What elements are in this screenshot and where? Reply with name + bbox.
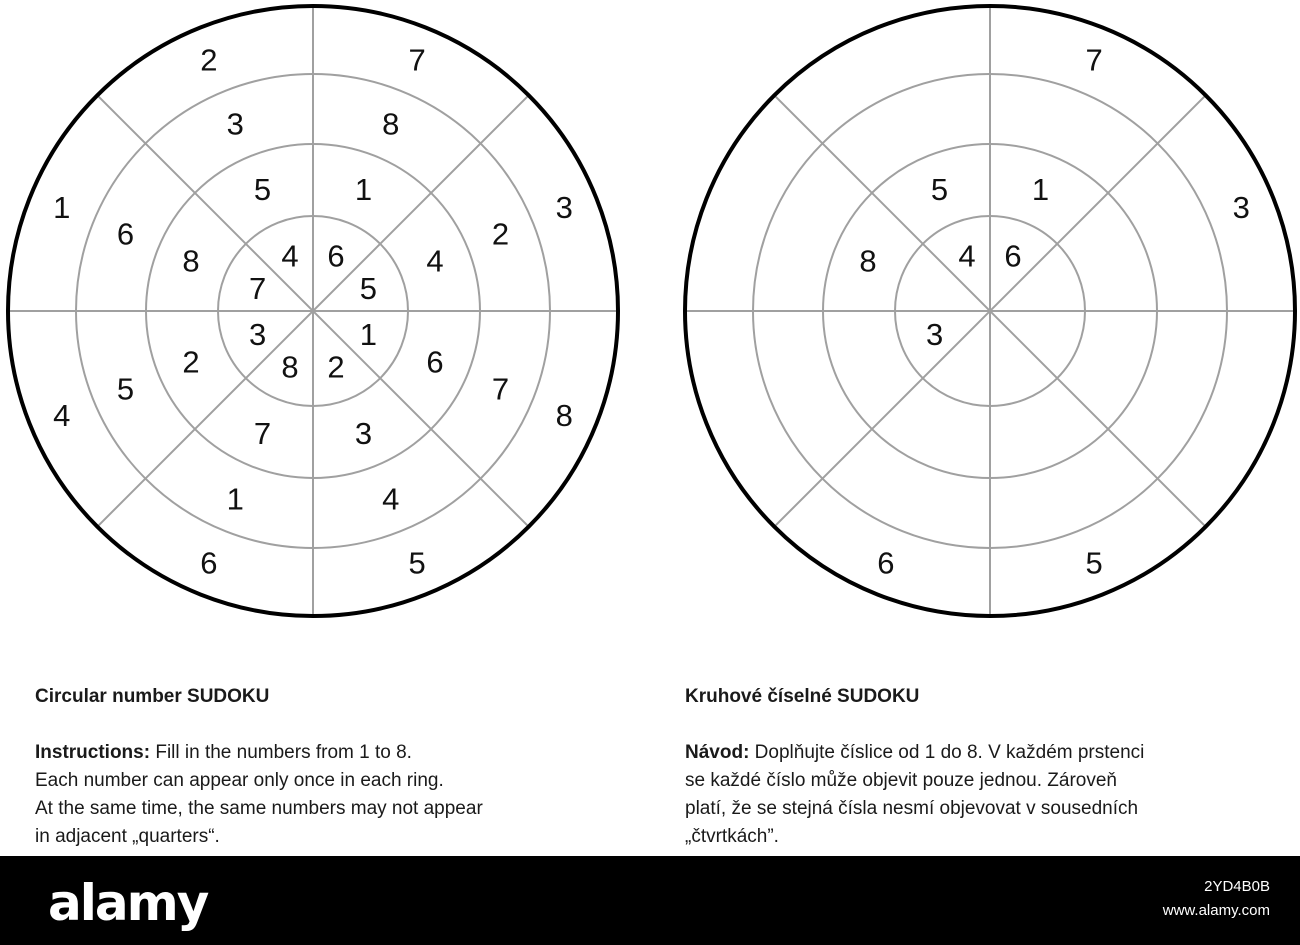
cell-number: 5 <box>1085 545 1103 581</box>
cell-number: 6 <box>1004 238 1022 274</box>
instructions-line: „čtvrtkách”. <box>685 826 779 847</box>
instructions-text: Fill in the numbers from 1 to 8. <box>150 742 412 763</box>
cell-number: 6 <box>327 238 345 274</box>
solved-sudoku-wheel <box>8 6 618 616</box>
caption-title: Kruhové číselné SUDOKU <box>685 686 920 707</box>
cell-number: 7 <box>408 42 426 78</box>
cell-number: 6 <box>200 545 218 581</box>
puzzle-sudoku-wheel <box>685 6 1295 616</box>
site-url: www.alamy.com <box>1162 902 1270 919</box>
cell-number: 2 <box>182 344 200 380</box>
cell-number: 1 <box>1031 172 1050 207</box>
cell-number: 3 <box>555 189 573 225</box>
image-id: 2YD4B0B <box>1204 878 1270 895</box>
cell-number: 2 <box>200 42 218 78</box>
cell-number: 4 <box>958 238 976 274</box>
instructions-line <box>685 739 1285 767</box>
cell-number: 8 <box>382 106 400 142</box>
cell-number: 5 <box>408 545 426 581</box>
instructions-line: se každé číslo může objevit pouze jednou. Zároveň <box>685 770 1117 791</box>
cell-number: 5 <box>930 172 949 207</box>
cell-number: 7 <box>1085 42 1103 78</box>
cell-number: 8 <box>182 243 200 279</box>
cell-number: 2 <box>327 349 345 385</box>
instructions-line: platí, že se stejná čísla nesmí objevovat v sousedních <box>685 798 1139 819</box>
instructions-label: Instructions: <box>35 742 151 763</box>
cell-number: 8 <box>859 243 877 279</box>
cell-number: 6 <box>426 344 444 380</box>
cell-number: 8 <box>281 349 299 385</box>
cell-number: 1 <box>359 317 378 352</box>
cell-number: 1 <box>354 172 373 207</box>
cell-number: 3 <box>226 106 244 142</box>
cell-number: 4 <box>53 398 71 434</box>
cell-number: 4 <box>281 238 299 274</box>
instructions-line: in adjacent „quarters“. <box>35 826 220 847</box>
cell-number: 7 <box>248 271 267 306</box>
instructions-line: Each number can appear only once in each ring. <box>35 770 444 791</box>
alamy-logo: alamy <box>48 874 208 932</box>
cell-number: 5 <box>116 371 135 407</box>
cell-number: 6 <box>877 545 895 581</box>
cell-number: 3 <box>1232 189 1250 225</box>
cell-number: 3 <box>925 317 944 352</box>
instructions-line: At the same time, the same numbers may not appear <box>35 798 483 819</box>
instructions-line <box>35 739 635 767</box>
cell-number: 7 <box>491 371 510 407</box>
instructions-label: Návod: <box>685 742 750 763</box>
cell-number: 4 <box>426 243 444 279</box>
english-caption <box>35 683 635 851</box>
cell-number: 2 <box>491 216 510 252</box>
cell-number: 3 <box>354 416 373 451</box>
cell-number: 5 <box>359 271 378 306</box>
czech-caption <box>685 683 1285 851</box>
cell-number: 1 <box>226 481 244 517</box>
caption-title: Circular number SUDOKU <box>35 686 270 707</box>
cell-number: 5 <box>253 172 272 207</box>
instructions-text: Doplňujte číslice od 1 do 8. V každém prstenci <box>749 742 1145 763</box>
cell-number: 6 <box>116 216 135 252</box>
cell-number: 7 <box>253 416 272 451</box>
cell-number: 4 <box>382 481 400 517</box>
cell-number: 8 <box>555 398 573 434</box>
cell-number: 1 <box>53 189 71 225</box>
cell-number: 3 <box>248 317 267 352</box>
